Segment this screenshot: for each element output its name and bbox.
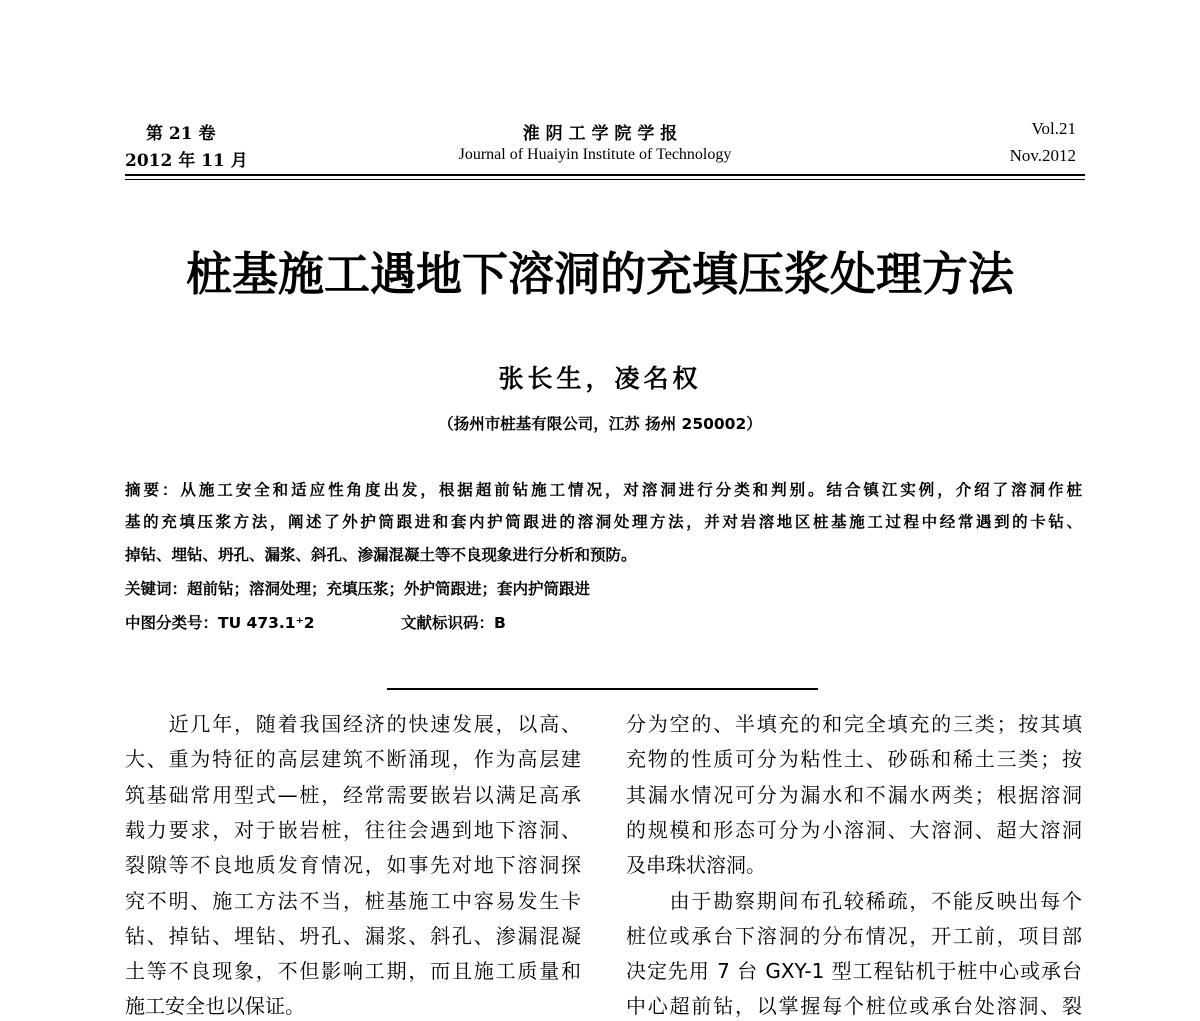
abstract-line: 掉钻、埋钻、坍孔、漏浆、斜孔、渗漏混凝土等不良现象进行分析和预防。	[125, 546, 637, 564]
text-line: 究不明、施工方法不当，桩基施工中容易发生卡	[125, 888, 581, 913]
section-divider	[387, 688, 818, 690]
paper-title: 桩基施工遇地下溶洞的充填压浆处理方法	[186, 247, 1014, 301]
header-rule-thin	[125, 179, 1085, 180]
clc-number: 中图分类号：TU 473.1⁺2	[125, 614, 315, 632]
text-line: 筑基础常用型式—桩，经常需要嵌岩以满足高承	[125, 782, 581, 807]
date-cn: 2012 年 11 月	[125, 151, 248, 171]
authors: 张长生，凌名权	[498, 364, 702, 393]
text-line: 近几年，随着我国经济的快速发展，以高、	[125, 712, 581, 736]
keywords: 关键词：超前钻；溶洞处理；充填压浆；外护筒跟进；套内护筒跟进	[125, 580, 591, 598]
text-line: 施工安全也以保证。	[125, 994, 305, 1019]
text-line: 土等不良现象，不但影响工期，而且施工质量和	[125, 959, 581, 984]
abstract-line: 基的充填压浆方法，阐述了外护筒跟进和套内护筒跟进的溶洞处理方法，并对岩溶地区桩基施工过程中经常遇到的卡钻、	[125, 513, 1082, 531]
text-line: 的规模和形态可分为小溶洞、大溶洞、超大溶洞	[626, 817, 1082, 842]
journal-name-cn: 淮 阴 工 学 院 学 报	[522, 124, 678, 144]
text-line: 桩位或承台下溶洞的分布情况，开工前，项目部	[626, 923, 1082, 948]
header-rule	[125, 174, 1085, 176]
date-en: Nov.2012	[1009, 146, 1076, 165]
text-line: 载力要求，对于嵌岩桩，往往会遇到地下溶洞、	[125, 817, 581, 842]
abstract-line: 摘要：从施工安全和适应性角度出发，根据超前钻施工情况，对溶洞进行分类和判别。结合镇江实例，介绍了溶洞作桩	[125, 481, 1082, 499]
text-line: 中心超前钻，以掌握每个桩位或承台处溶洞、裂	[626, 994, 1082, 1019]
volume-cn: 第 21 卷	[146, 124, 216, 144]
text-line: 充物的性质可分为粘性土、砂砾和稀土三类；按	[626, 747, 1082, 772]
journal-name-en: Journal of Huaiyin Institute of Technology	[458, 146, 732, 163]
text-line: 及串珠状溶洞。	[626, 853, 766, 878]
text-line: 裂隙等不良地质发育情况，如事先对地下溶洞探	[125, 853, 581, 878]
text-line: 大、重为特征的高层建筑不断涌现，作为高层建	[125, 747, 581, 772]
document-code: 文献标识码：B	[401, 614, 506, 632]
text-line: 分为空的、半填充的和完全填充的三类；按其填	[626, 712, 1082, 736]
text-line: 由于勘察期间布孔较稀疏，不能反映出每个	[626, 888, 1082, 913]
text-line: 其漏水情况可分为漏水和不漏水两类；根据溶洞	[626, 782, 1082, 807]
affiliation: （扬州市桩基有限公司，江苏 扬州 250002）	[438, 415, 762, 433]
volume-en: Vol.21	[1031, 119, 1076, 138]
text-line: 决定先用 7 台 GXY-1 型工程钻机于桩中心或承台	[626, 959, 1082, 984]
text-line: 钻、掉钻、埋钻、坍孔、漏浆、斜孔、渗漏混凝	[125, 923, 581, 948]
